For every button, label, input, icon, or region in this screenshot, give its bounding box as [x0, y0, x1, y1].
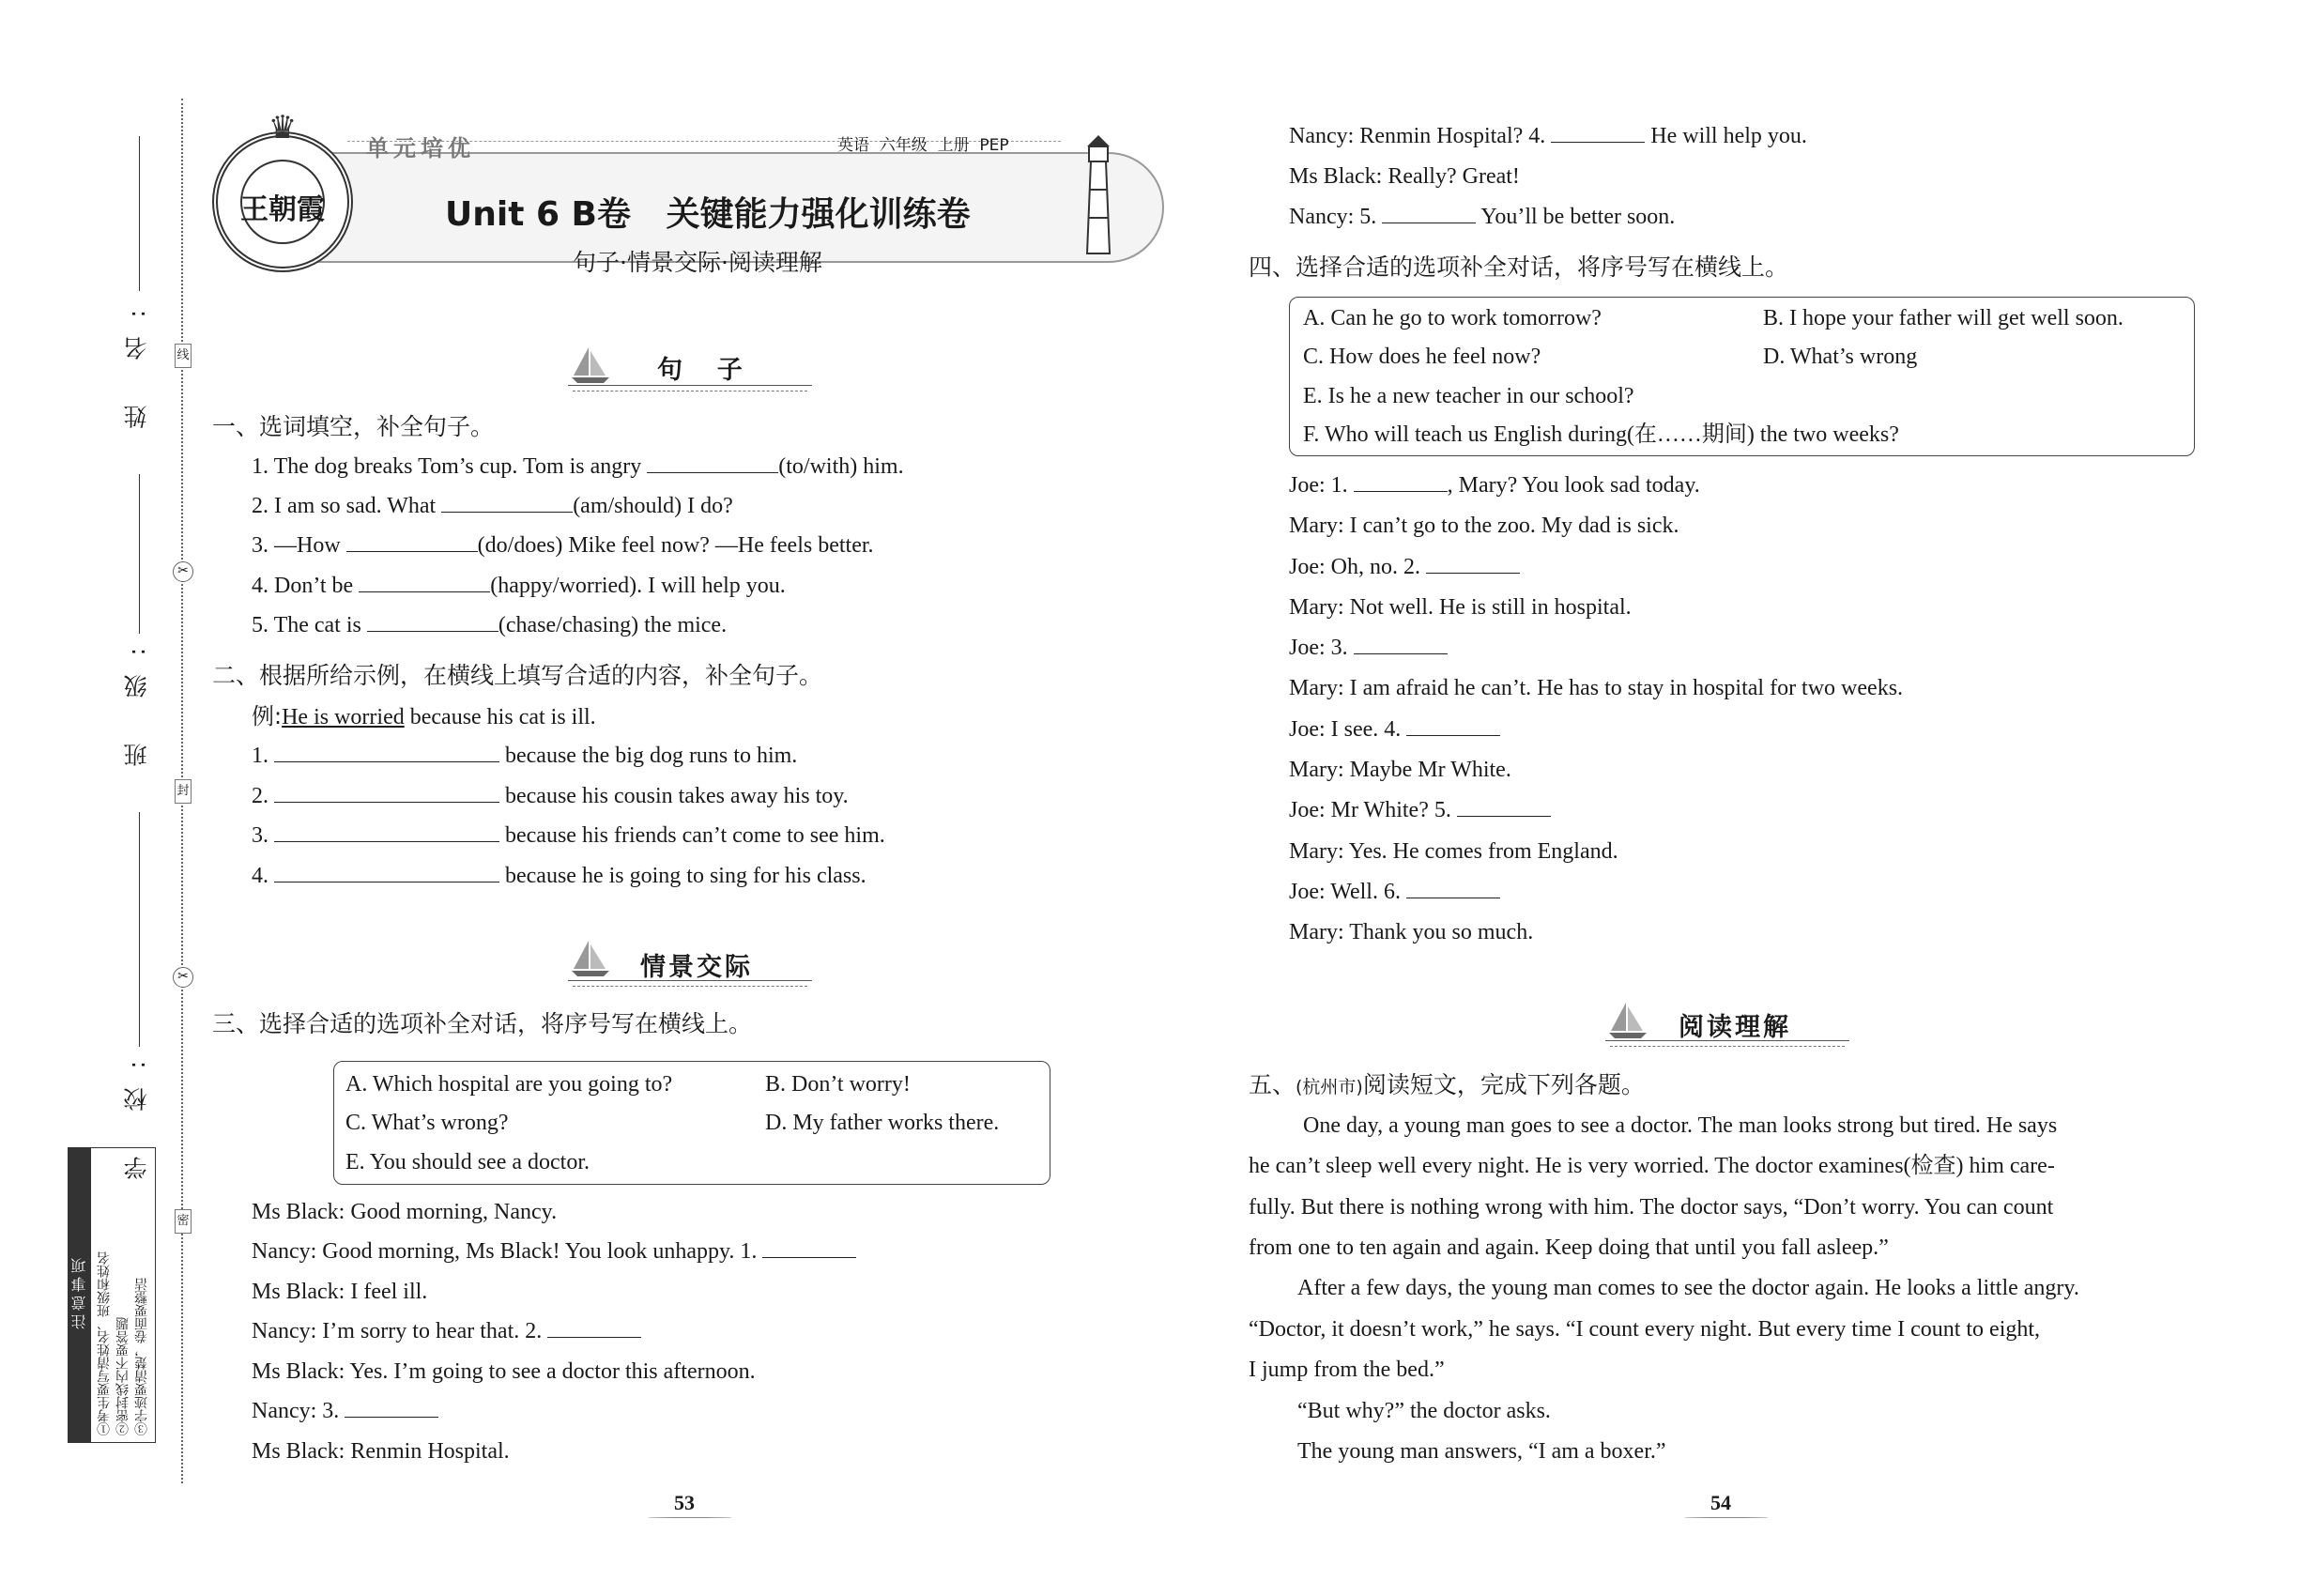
answer-blank[interactable] [274, 821, 499, 842]
option-item: C. What’s wrong? [345, 1111, 509, 1135]
name-label: 姓 名: [123, 291, 150, 429]
option-item: D. What’s wrong [1763, 345, 1918, 369]
dialogue-line: Nancy: I’m sorry to hear that. 2. [252, 1317, 641, 1345]
option-item: E. You should see a doctor. [345, 1150, 590, 1174]
part4-heading: 四、选择合适的选项补全对话，将序号写在横线上。 [1249, 253, 1789, 281]
list-item: 5. The cat is (chase/chasing) the mice. [252, 613, 728, 637]
option-item: F. Who will teach us English during(在……期间) the two weeks? [1303, 422, 1899, 447]
passage-line: fully. But there is nothing wrong with him. The doctor says, “Don’t worry. You can count [1249, 1195, 2054, 1220]
answer-blank[interactable] [274, 782, 499, 803]
class-label: 班 级: [123, 629, 150, 767]
list-item: 4. because he is going to sing for his class. [252, 864, 866, 888]
crown-icon: ♛ [268, 109, 298, 146]
notice-item: ③字迹要清楚，卷面要整洁 [134, 1278, 149, 1435]
brand-tag: 单元培优 [366, 135, 475, 161]
passage-line: from one to ten again and again. Keep doing that until you fall asleep.” [1249, 1235, 1889, 1260]
dialogue-line: Ms Black: Good morning, Nancy. [252, 1200, 558, 1224]
passage-line: The young man answers, “I am a boxer.” [1297, 1439, 1666, 1464]
option-item: E. Is he a new teacher in our school? [1303, 384, 1634, 408]
dialogue-line: Ms Black: Really? Great! [1289, 164, 1520, 189]
answer-blank[interactable] [441, 492, 573, 513]
school-field-line[interactable] [139, 812, 140, 1047]
answer-blank[interactable] [1382, 203, 1476, 223]
unit-subtitle: 句子·情景交际·阅读理解 [573, 249, 822, 276]
answer-blank[interactable] [1406, 715, 1500, 736]
section-title-communication: 情景交际 [640, 953, 753, 982]
answer-blank[interactable] [1354, 471, 1448, 492]
dialogue-line: Nancy: 3. [252, 1397, 438, 1425]
dialogue-line: Mary: I can’t go to the zoo. My dad is sick. [1289, 514, 1679, 538]
part3-heading: 三、选择合适的选项补全对话，将序号写在横线上。 [212, 1010, 753, 1037]
answer-blank[interactable] [346, 531, 478, 552]
brand-logo [212, 131, 353, 272]
dialogue-line: Joe: 1. , Mary? You look sad today. [1289, 473, 1700, 498]
list-item: 1. The dog breaks Tom’s cup. Tom is angry (to/with) him. [252, 454, 904, 479]
dialogue-line: Mary: Thank you so much. [1289, 920, 1534, 944]
answer-blank[interactable] [547, 1317, 641, 1338]
list-item: 1. because the big dog runs to him. [252, 744, 798, 768]
dialogue-line: Nancy: 5. You’ll be better soon. [1289, 205, 1676, 229]
list-item: 4. Don’t be (happy/worried). I will help you. [252, 574, 786, 598]
dialogue-line: Nancy: Good morning, Ms Black! You look unhappy. 1. [252, 1237, 856, 1266]
option-item: B. I hope your father will get well soon. [1763, 306, 2124, 330]
passage-line: One day, a young man goes to see a doctor. The man looks strong but tired. He says [1303, 1113, 2058, 1138]
option-item: D. My father works there. [765, 1111, 1000, 1135]
page-number-swoosh [1684, 1517, 1769, 1518]
part2-heading: 二、根据所给示例，在横线上填写合适的内容，补全句子。 [212, 662, 823, 689]
notice-item: ①考生要写清姓名、班级和姓名 [97, 1251, 112, 1435]
seal-mark: 封 [175, 779, 192, 804]
list-item: 3. —How (do/does) Mike feel now? —He feels better. [252, 533, 874, 558]
answer-blank[interactable] [345, 1397, 438, 1418]
dialogue-line: Joe: Oh, no. 2. [1289, 553, 1520, 581]
notice-box [68, 1147, 156, 1443]
section-underline [568, 980, 812, 981]
option-item: C. How does he feel now? [1303, 345, 1541, 369]
school-label: 学 校: [123, 1042, 150, 1180]
dialogue-line: Joe: I see. 4. [1289, 715, 1500, 744]
section-title-reading: 阅读理解 [1679, 1013, 1791, 1042]
lighthouse-icon [1081, 133, 1115, 255]
option-item: B. Don’t worry! [765, 1072, 911, 1097]
answer-blank[interactable] [1406, 878, 1500, 898]
list-item: 2. because his cousin takes away his toy. [252, 784, 849, 808]
section-underline [573, 986, 807, 987]
example-line: 例:He is worried because his cat is ill. [252, 703, 596, 729]
answer-blank[interactable] [367, 611, 498, 632]
answer-blank[interactable] [1426, 553, 1520, 574]
page-number-swoosh [648, 1517, 732, 1518]
answer-blank[interactable] [274, 862, 499, 882]
dialogue-line: Joe: 3. [1289, 634, 1448, 662]
answer-blank[interactable] [1354, 634, 1448, 654]
seal-mark: 线 [175, 344, 192, 368]
answer-blank[interactable] [762, 1237, 856, 1258]
answer-blank[interactable] [359, 572, 490, 592]
section-title-sentences: 句 子 [657, 356, 748, 385]
dialogue-line: Nancy: Renmin Hospital? 4. He will help you. [1289, 124, 1807, 148]
sail-icon [570, 939, 611, 982]
logo-text: 王朝霞 [240, 193, 325, 226]
class-field-line[interactable] [139, 474, 140, 634]
section-underline [1605, 1040, 1849, 1041]
page-number: 54 [1710, 1491, 1731, 1514]
passage-line: “But why?” the doctor asks. [1297, 1399, 1551, 1423]
answer-blank[interactable] [647, 453, 778, 473]
sail-icon [1607, 1001, 1648, 1044]
option-item: A. Can he go to work tomorrow? [1303, 306, 1602, 330]
notice-item: ②密封线内不要答题 [115, 1317, 130, 1435]
list-item: 3. because his friends can’t come to see him. [252, 823, 885, 848]
answer-blank[interactable] [1551, 122, 1645, 143]
dialogue-line: Ms Black: Yes. I’m going to see a doctor this afternoon. [252, 1359, 756, 1384]
scissors-icon: ✂ [173, 967, 193, 988]
dialogue-line: Ms Black: Renmin Hospital. [252, 1439, 510, 1464]
dialogue-line: Mary: Yes. He comes from England. [1289, 839, 1618, 864]
dialogue-line: Ms Black: I feel ill. [252, 1280, 428, 1304]
notice-title: 注意事项 [69, 1148, 91, 1442]
name-field-line[interactable] [139, 136, 140, 291]
passage-line: I jump from the bed.” [1249, 1358, 1445, 1382]
dialogue-line: Mary: Maybe Mr White. [1289, 758, 1511, 782]
section-underline [568, 385, 812, 386]
passage-line: After a few days, the young man comes to see the doctor again. He looks a little angry. [1297, 1276, 2079, 1300]
dialogue-line: Mary: Not well. He is still in hospital. [1289, 595, 1632, 620]
section-underline [1610, 1046, 1845, 1047]
scissors-icon: ✂ [173, 561, 193, 582]
unit-title: Unit 6 B卷 关键能力强化训练卷 [445, 195, 971, 234]
passage-line: he can’t sleep well every night. He is very worried. The doctor examines(检查) him care- [1249, 1154, 2055, 1178]
answer-blank[interactable] [1457, 796, 1551, 817]
header-meta: 英语 六年级 上册 PEP [837, 136, 1009, 155]
passage-line: “Doctor, it doesn’t work,” he says. “I count every night. But every time I count to eight, [1249, 1317, 2041, 1342]
dialogue-line: Joe: Mr White? 5. [1289, 796, 1551, 824]
answer-blank[interactable] [274, 742, 499, 762]
part1-heading: 一、选词填空，补全句子。 [212, 413, 495, 440]
list-item: 2. I am so sad. What (am/should) I do? [252, 494, 733, 518]
page-number: 53 [674, 1491, 695, 1514]
option-item: A. Which hospital are you going to? [345, 1072, 673, 1097]
dialogue-line: Mary: I am afraid he can’t. He has to stay in hospital for two weeks. [1289, 676, 1904, 700]
seal-mark: 密 [175, 1209, 192, 1234]
part5-heading: 五、(杭州市)阅读短文，完成下列各题。 [1249, 1071, 1645, 1098]
sail-icon [570, 345, 611, 389]
dialogue-line: Joe: Well. 6. [1289, 878, 1500, 906]
